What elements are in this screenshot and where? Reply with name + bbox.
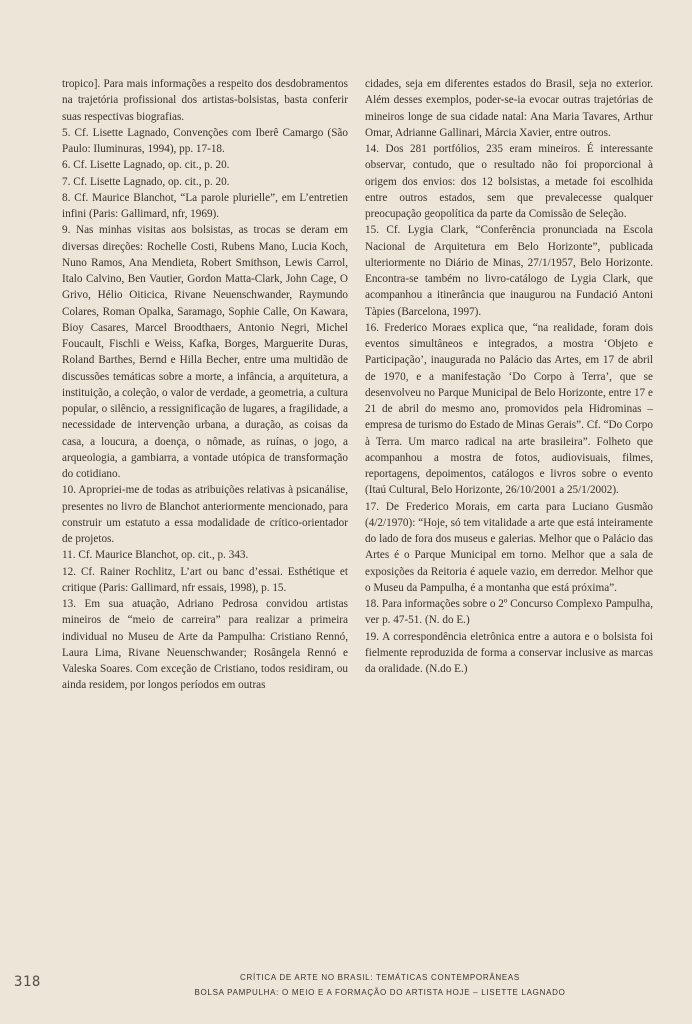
footnote-12: 12. Cf. Rainer Rochlitz, L’art ou banc d’essai. Esthétique et critique (Paris: Gallimard, nfr essais, 1998), p. 15. bbox=[62, 565, 348, 594]
footnote-9: 9. Nas minhas visitas aos bolsistas, as trocas se deram em diversas direções: Rochelle Costi, Rubens Mano, Lucia Koch, Nuno Ramos, Ana Mendieta, Robert Smithson, Lewis Carrol, Italo Calvino, Ben Vautier, Gordon Matta-Clark, John Cage, O Grivo, Hélio Oiticica, Rivane Neuenschwander, Raymundo Colares, Roman Opalka, Saramago, Sophie Calle, On Kawara, Bioy Casares, Marcel Broodthaers, Antonio Negri, Michel Foucault, Fischli e Weiss, Kafka, Borges, Marguerite Duras, Roland Barthes, Bernd e Hilla Becher, entre uma multidão de discussões temáticas sobre a morte, a infância, a arquitetura, a instituição, a coleção, o valor de verdade, a geometria, a cultura popular, o silêncio, a ressignificação de lugares, a fragilidade, a necessidade de intervenção urbana, a duração, as coisas da casa, a loucura, a doença, o nômade, as ruínas, o jogo, a arqueologia, a gambiarra, a vontade utópica de transformação do cotidiano. bbox=[62, 224, 348, 480]
running-head-chapter-title: BOLSA PAMPULHA: O MEIO E A FORMAÇÃO DO ARTISTA HOJE – LISETTE LAGNADO bbox=[194, 988, 566, 997]
footnote-17: 17. De Frederico Morais, em carta para Luciano Gusmão (4/2/1970): “Hoje, só tem vitalidade a arte que está inteiramente do lado de fora dos museus e galerias. Melhor que o Palácio das Artes é o Parque Municipal em torno. Melhor que a sala de exposições da Reitoria é aquele vazio, em derredor. Melhor que o Museu da Pampulha, é a montanha que está próxima”. bbox=[365, 500, 653, 594]
running-head-book-title: CRÍTICA DE ARTE NO BRASIL: TEMÁTICAS CONTEMPORÂNEAS bbox=[240, 973, 520, 982]
footnote-13: 13. Em sua atuação, Adriano Pedrosa convidou artistas mineiros de “meio de carreira” para realizar a primeira individual no Museu de Arte da Pampulha: Cristiano Rennó, Laura Lima, Rivane Neuenschwander; Rosângela Rennó e Valeska Soares. Com exceção de Cristiano, todos residiram, ou ainda residem, por longos períodos em outras bbox=[62, 598, 348, 692]
page-number: 318 bbox=[14, 974, 41, 990]
footnote-14: 14. Dos 281 portfólios, 235 eram mineiros. É interessante observar, contudo, que o resultado não foi proporcional à origem dos envios: dos 12 bolsistas, a metade foi escolhida entre outros estados, sem que prevalecesse qualquer preocupação geopolítica da parte da Comissão de Seleção. bbox=[365, 143, 653, 220]
left-text-column bbox=[62, 76, 348, 694]
footnote-18: 18. Para informações sobre o 2º Concurso Complexo Pampulha, ver p. 47-51. (N. do E.) bbox=[365, 598, 653, 627]
note-continuation: tropico]. Para mais informações a respeito dos desdobramentos na trajetória profissional dos artistas-bolsistas, basta conferir suas respectivas biografias. bbox=[62, 78, 348, 123]
footnote-10: 10. Apropriei-me de todas as atribuições relativas à psicanálise, presentes no livro de Blanchot anteriormente mencionado, para construir um estatuto a essa modalidade de crítico-orientador de projetos. bbox=[62, 484, 348, 545]
footnote-5: 5. Cf. Lisette Lagnado, Convenções com Iberê Camargo (São Paulo: Iluminuras, 1994), pp. 17-18. bbox=[62, 126, 348, 155]
footnote-6: 6. Cf. Lisette Lagnado, op. cit., p. 20. bbox=[62, 159, 230, 172]
footnote-11: 11. Cf. Maurice Blanchot, op. cit., p. 343. bbox=[62, 549, 249, 562]
footnote-15: 15. Cf. Lygia Clark, “Conferência pronunciada na Escola Nacional de Arquitetura em Belo Horizonte”, publicada ulteriormente no Diário de Minas, 27/1/1957, Belo Horizonte. Encontra-se também no livro-catálogo de Lygia Clark, que acompanhou a itinerância que inaugurou na Fundació Antoni Tàpies (Barcelona, 1997). bbox=[365, 224, 653, 318]
footnote-19: 19. A correspondência eletrônica entre a autora e o bolsista foi fielmente reproduzida de forma a conservar inclusive as marcas da oralidade. (N.do E.) bbox=[365, 630, 653, 675]
footnote-8: 8. Cf. Maurice Blanchot, “La parole plurielle”, em L’entretien infini (Paris: Gallimard, nfr, 1969). bbox=[62, 191, 348, 220]
footnote-7: 7. Cf. Lisette Lagnado, op. cit., p. 20. bbox=[62, 175, 230, 188]
footnote-16: 16. Frederico Moraes explica que, “na realidade, foram dois eventos simultâneos e integrados, a mostra ‘Objeto e Participação’, inaugurada no Palácio das Artes, em 17 de abril de 1970, e a manifestação ‘Do Corpo à Terra’, que se desenvolveu no Parque Municipal de Belo Horizonte, entre 17 e 21 de abril do mesmo ano, promovidos pela Hidrominas – empresa de turismo do Estado de Minas Gerais”. Cf. “Do Corpo à Terra. Um marco radical na arte brasileira”. Folheto que acompanhou a mostra de fotos, audiovisuais, filmes, reportagens, depoimentos, catálogos e livros sobre o evento (Itaú Cultural, Belo Horizonte, 26/10/2001 a 25/1/2002). bbox=[365, 321, 653, 497]
footnote-13-continuation: cidades, seja em diferentes estados do Brasil, seja no exterior. Além desses exemplos, poder-se-ia evocar outras trajetórias de mineiros longe de sua cidade natal: Ana Maria Tavares, Arthur Omar, Adrianne Gallinari, Márcia Xavier, entre outros. bbox=[365, 78, 653, 139]
right-text-column bbox=[365, 76, 653, 677]
